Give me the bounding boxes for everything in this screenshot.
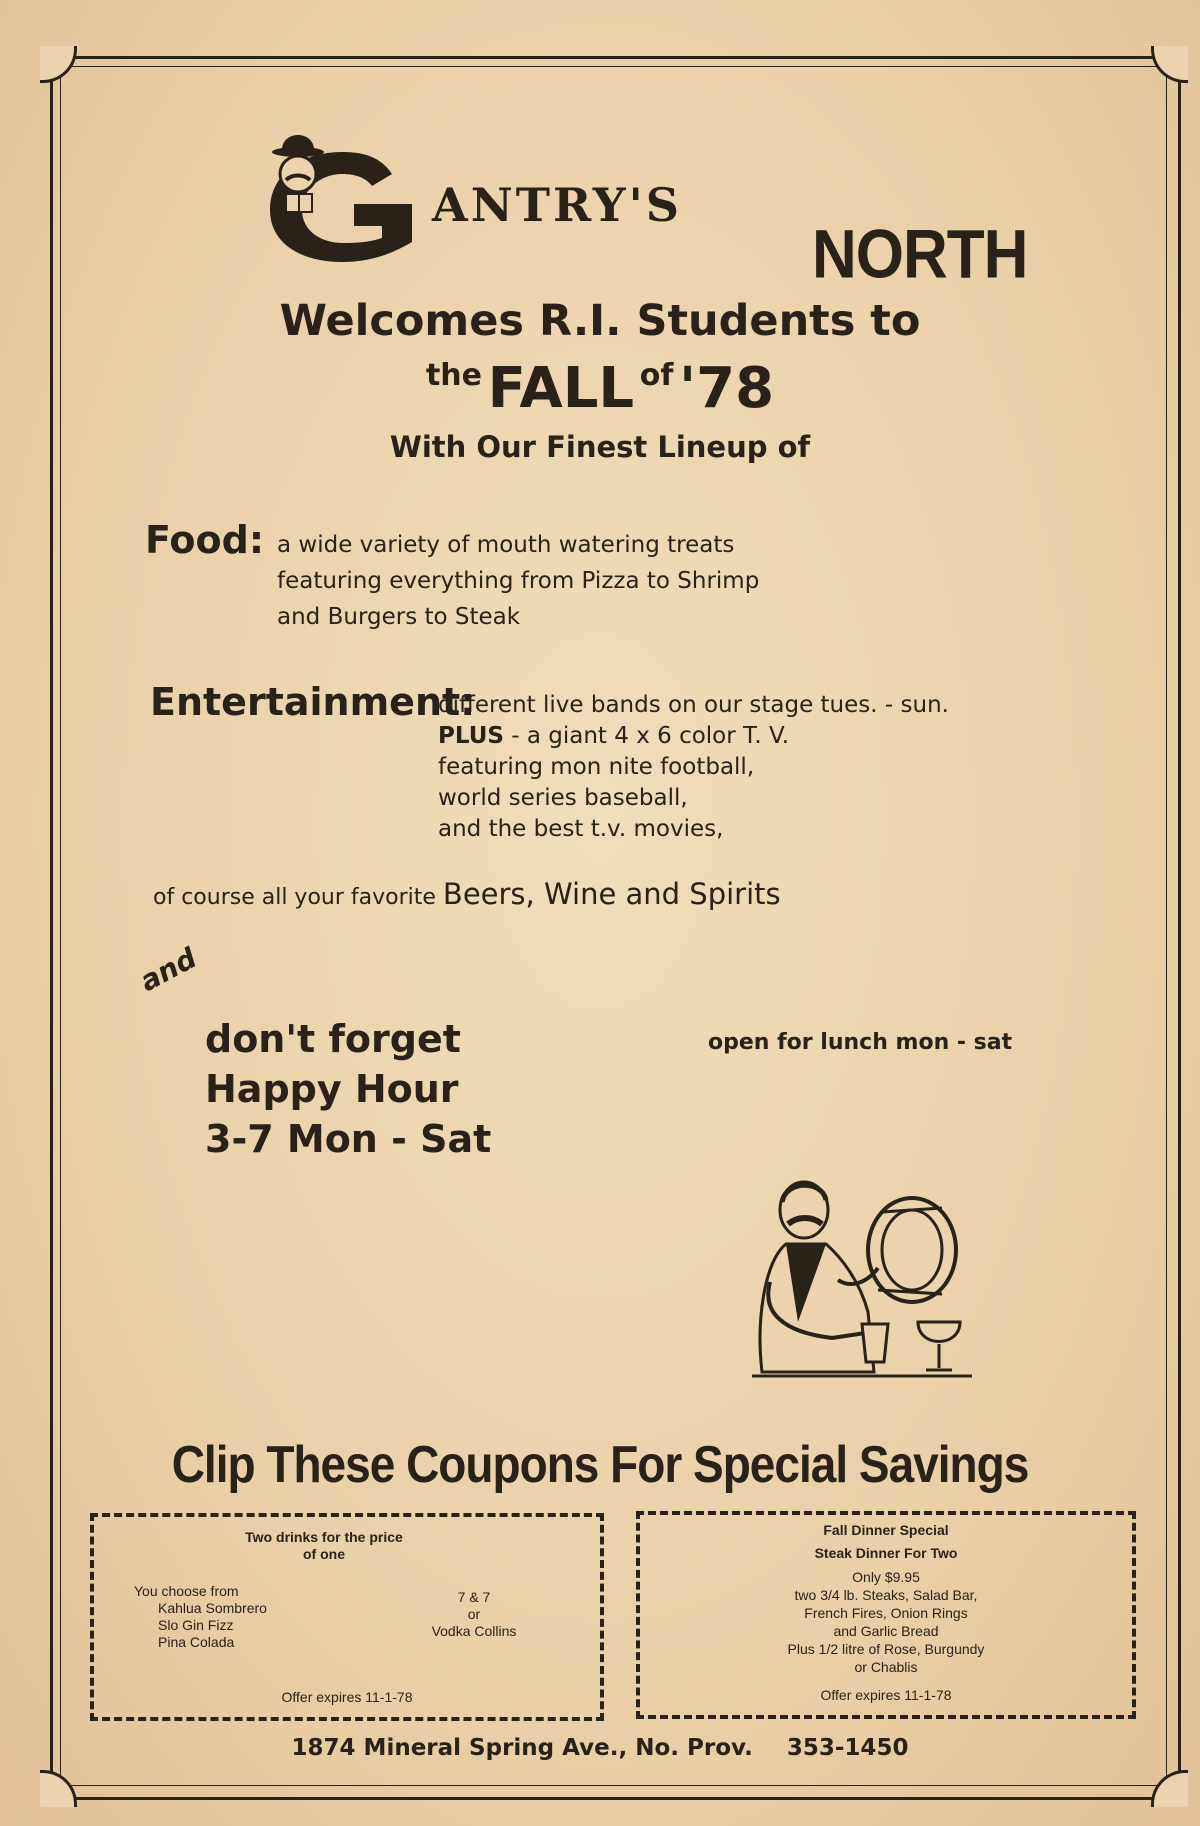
coupon-fall-dinner[interactable]	[636, 1511, 1136, 1719]
coupon-title-line: Two drinks for the price	[245, 1529, 403, 1545]
coupon-line: Only $9.95	[852, 1569, 920, 1585]
lunch-hours: open for lunch mon - sat	[708, 1030, 1013, 1055]
drinks-line	[153, 876, 781, 916]
footer-address	[0, 1735, 1200, 1761]
coupon-line: Plus 1/2 litre of Rose, Burgundy	[787, 1641, 985, 1657]
coupons-title: Clip These Coupons For Special Savings	[171, 1434, 1029, 1494]
plus-text: - a giant 4 x 6 color T. V.	[503, 723, 790, 749]
drinks-prefix: of course all your favorite	[153, 885, 436, 910]
headline-the: the	[425, 358, 482, 393]
food-description	[277, 527, 759, 635]
entertainment-line-plus	[438, 721, 949, 752]
coupon-details	[640, 1521, 1132, 1676]
coupon-drink-list	[134, 1583, 267, 1651]
drinks-highlight: Beers, Wine and Spirits	[442, 877, 781, 911]
alt-drink: Vodka Collins	[431, 1623, 517, 1639]
entertainment-line: featuring mon nite football,	[438, 754, 755, 780]
entertainment-label: Entertainment:	[150, 680, 476, 724]
alt-drink: 7 & 7	[457, 1589, 491, 1605]
headline-fall	[0, 356, 1200, 421]
food-label: Food:	[145, 518, 265, 562]
headline-lineup: With Our Finest Lineup of	[389, 430, 811, 464]
coupon-line: two 3/4 lb. Steaks, Salad Bar,	[794, 1587, 978, 1603]
headline-fall-word: FALL	[487, 356, 635, 421]
logo-location: NORTH	[812, 217, 1028, 293]
happy-hour-line: Happy Hour	[205, 1067, 459, 1111]
coupon-subtitle: Steak Dinner For Two	[814, 1545, 958, 1561]
entertainment-line: and the best t.v. movies,	[438, 816, 724, 842]
coupon-alt-drinks	[414, 1589, 534, 1640]
address-text: 1874 Mineral Spring Ave., No. Prov.	[291, 1735, 753, 1761]
coupon-title-line: of one	[303, 1546, 345, 1562]
alt-or: or	[467, 1606, 481, 1622]
list-item: Pina Colada	[158, 1634, 235, 1650]
food-line: and Burgers to Steak	[277, 604, 521, 630]
entertainment-line: different live bands on our stage tues. - sun.	[438, 692, 949, 718]
coupon-line: and Garlic Bread	[833, 1623, 939, 1639]
coupon-expiry: Offer expires 11-1-78	[820, 1687, 952, 1703]
coupon-choose-label: You choose from	[134, 1583, 239, 1599]
gantrys-logo-g-icon	[262, 122, 422, 264]
logo-name: ANTRY'S	[432, 178, 682, 232]
food-line: featuring everything from Pizza to Shrimp	[277, 568, 760, 594]
entertainment-line: world series baseball,	[438, 785, 688, 811]
entertainment-description	[438, 690, 949, 845]
coupon-title: Fall Dinner Special	[823, 1522, 949, 1538]
coupon-two-for-one[interactable]	[90, 1513, 604, 1721]
headline-of: of	[639, 358, 674, 393]
plus-label: PLUS	[438, 723, 504, 749]
happy-hour-line: 3-7 Mon - Sat	[205, 1117, 492, 1161]
list-item: Kahlua Sombrero	[158, 1600, 267, 1616]
headline-year: '78	[678, 356, 775, 421]
and-script: and	[134, 941, 202, 998]
happy-hour-block	[205, 1014, 491, 1164]
coupon-expiry: Offer expires 11-1-78	[281, 1689, 413, 1705]
food-line: a wide variety of mouth watering treats	[277, 532, 735, 558]
coupon-line: or Chablis	[854, 1659, 918, 1675]
coupon-title	[234, 1529, 414, 1563]
list-item: Slo Gin Fizz	[158, 1617, 234, 1633]
phone-number: 353-1450	[786, 1735, 909, 1761]
happy-hour-line: don't forget	[205, 1017, 461, 1061]
coupon-line: French Fires, Onion Rings	[804, 1605, 968, 1621]
bartender-illustration-icon	[742, 1172, 982, 1394]
headline-welcome: Welcomes R.I. Students to	[279, 296, 921, 346]
